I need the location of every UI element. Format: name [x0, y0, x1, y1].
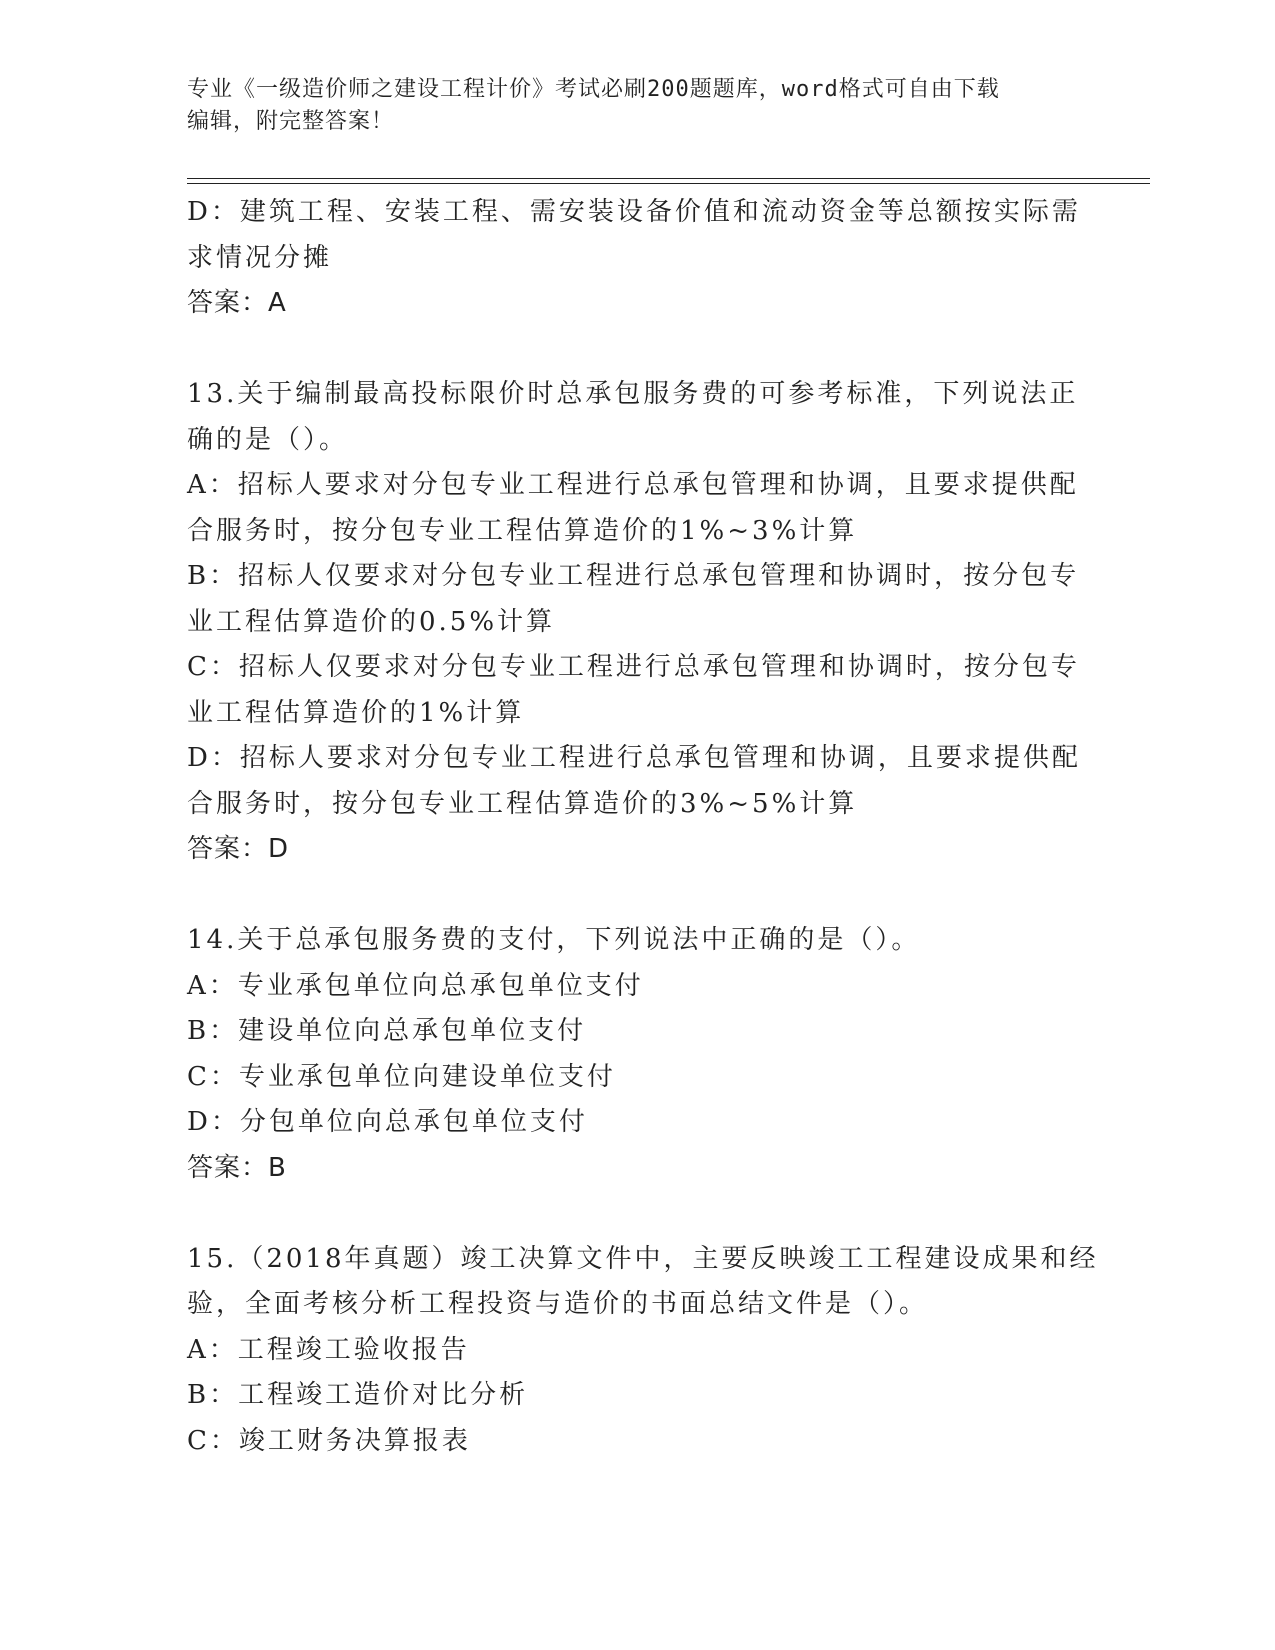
question-stem-line-2: 验，全面考核分析工程投资与造价的书面总结文件是（）。	[187, 1289, 929, 1319]
option-b: B：工程竣工造价对比分析	[187, 1380, 529, 1410]
option-d-line-1: D：建筑工程、安装工程、需安装设备价值和流动资金等总额按实际需	[187, 197, 1081, 227]
question-stem-line-2: 确的是（）。	[187, 424, 349, 455]
option-c: C：竣工财务决算报表	[187, 1425, 471, 1456]
option-d: D：分包单位向总承包单位支付	[187, 1107, 588, 1137]
question-stem: 14.关于总承包服务费的支付，下列说法中正确的是（）。	[187, 925, 921, 955]
question-stem-line-1: 15.（2018年真题）竣工决算文件中，主要反映竣工工程建设成果和经	[187, 1243, 1099, 1274]
question-15	[187, 1237, 1099, 1465]
header-rule-bottom	[187, 183, 1150, 184]
option-c-line-1: C：招标人仅要求对分包专业工程进行总承包管理和协调时，按分包专	[187, 652, 1080, 682]
option-b-line-2: 业工程估算造价的0.5%计算	[187, 606, 556, 637]
option-a: A：工程竣工验收报告	[187, 1334, 470, 1365]
option-d-line-1: D：招标人要求对分包专业工程进行总承包管理和协调，且要求提供配	[187, 743, 1081, 773]
option-d-line-2: 合服务时，按分包专业工程估算造价的3%~5%计算	[187, 788, 858, 819]
spacer	[187, 873, 1087, 919]
question-13	[187, 372, 1087, 873]
question-content	[187, 190, 1099, 1464]
spacer	[187, 327, 1087, 373]
option-a-line-1: A：招标人要求对分包专业工程进行总承包管理和协调，且要求提供配	[187, 470, 1079, 500]
option-b: B：建设单位向总承包单位支付	[187, 1016, 587, 1046]
option-d-line-2: 求情况分摊	[187, 242, 333, 273]
option-b-line-1: B：招标人仅要求对分包专业工程进行总承包管理和协调时，按分包专	[187, 561, 1080, 591]
option-a: A：专业承包单位向总承包单位支付	[187, 970, 644, 1001]
question-14	[187, 918, 1087, 1191]
question-12-fragment	[187, 190, 1087, 327]
header-line-2: 编辑，附完整答案！	[187, 109, 395, 134]
question-stem-line-1: 13.关于编制最高投标限价时总承包服务费的可参考标准，下列说法正	[187, 379, 1079, 409]
document-header	[187, 74, 1087, 138]
option-a-line-2: 合服务时，按分包专业工程估算造价的1%~3%计算	[187, 515, 858, 546]
header-rule-top	[187, 178, 1150, 179]
answer-line: 答案：B	[187, 1152, 287, 1183]
answer-line: 答案：A	[187, 288, 287, 318]
spacer	[187, 1191, 1087, 1237]
option-c: C：专业承包单位向建设单位支付	[187, 1061, 616, 1092]
answer-line: 答案：D	[187, 834, 290, 864]
header-line-1: 专业《一级造价师之建设工程计价》考试必刷200题题库，word格式可自由下载	[187, 77, 1000, 102]
option-c-line-2: 业工程估算造价的1%计算	[187, 697, 525, 728]
